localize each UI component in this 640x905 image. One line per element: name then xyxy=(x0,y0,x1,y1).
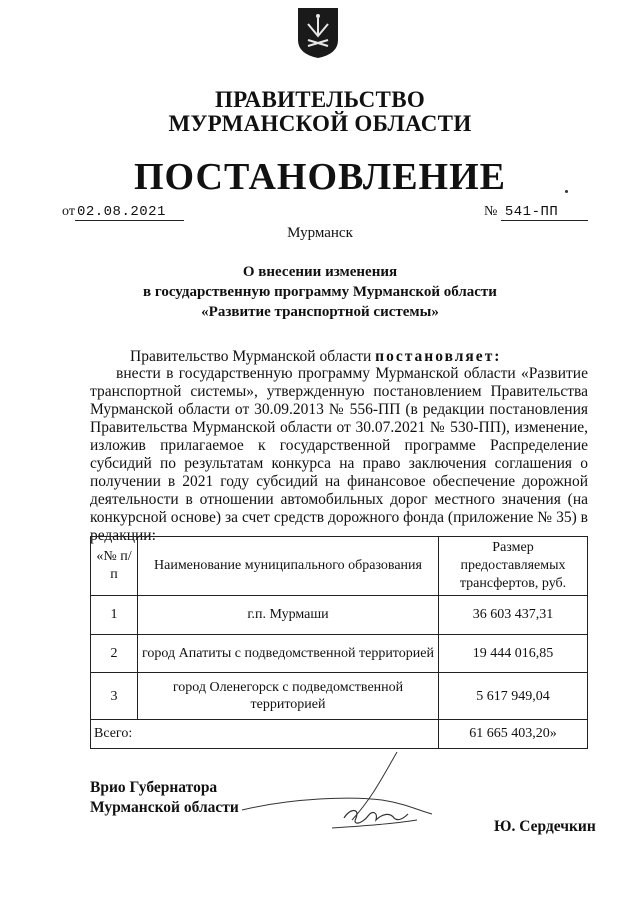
date-value: 02.08.2021 xyxy=(75,204,184,221)
preamble xyxy=(130,348,501,366)
decree-number xyxy=(484,204,588,221)
decree-date xyxy=(62,204,184,221)
body-paragraph: внести в государственную программу Мурманской области «Развитие транспортной системы», утвержденную постановлением Правительства Мурманской области от 30.09.2013 № 556-ПП (в редакции постановления Правительства Мурманской области от 30.07.2021 № 530-ПП), изменение, изложив прилагаемое к государственной программе Распределение субсидий по результатам конкурса на право заключения соглашения о получении в 2021 году субсидий на финансовое обеспечение дорожной деятельности в отношении автомобильных дорог местного значения (на конкурсной основе) за счет средств дорожного фонда (приложение № 35) в редакции: xyxy=(90,365,588,544)
coat-of-arms-icon xyxy=(296,6,340,60)
decree-title: ПОСТАНОВЛЕНИЕ xyxy=(133,156,507,198)
row-number: 1 xyxy=(91,596,138,635)
position-line-2: Мурманской области xyxy=(90,799,239,816)
preamble-text: Правительство Мурманской области xyxy=(130,348,376,365)
number-prefix: № xyxy=(484,204,498,219)
row-amount: 5 617 949,04 xyxy=(439,673,588,720)
subject-line-2: в государственную программу Мурманской области xyxy=(143,284,497,300)
city: Мурманск xyxy=(287,225,353,241)
signatory-position xyxy=(90,778,239,818)
date-prefix: от xyxy=(62,204,75,219)
position-line-1: Врио Губернатора xyxy=(90,779,218,796)
decree-subject xyxy=(0,262,640,322)
row-municipality: город Оленегорск с подведомственной территорией xyxy=(138,673,439,720)
table-row xyxy=(91,596,588,635)
row-municipality: город Апатиты с подведомственной территорией xyxy=(138,635,439,673)
subsidy-distribution-table xyxy=(90,536,588,749)
table-row xyxy=(91,673,588,720)
row-amount: 36 603 437,31 xyxy=(439,596,588,635)
preamble-resolves: постановляет: xyxy=(375,348,502,365)
government-line-1: ПРАВИТЕЛЬСТВО xyxy=(214,87,426,112)
total-amount: 61 665 403,20» xyxy=(439,720,588,749)
table-total-row xyxy=(91,720,588,749)
government-name xyxy=(0,88,640,136)
row-municipality: г.п. Мурмаши xyxy=(138,596,439,635)
handwritten-signature xyxy=(232,748,462,838)
header-municipality: Наименование муниципального образования xyxy=(138,537,439,596)
number-value: 541-ПП xyxy=(501,204,588,221)
total-label: Всего: xyxy=(91,720,439,749)
header-number: «№ п/п xyxy=(91,537,138,596)
table-header-row xyxy=(91,537,588,596)
header-amount: Размер предоставляемых трансфертов, руб. xyxy=(439,537,588,596)
government-line-2: МУРМАНСКОЙ ОБЛАСТИ xyxy=(168,111,472,136)
row-amount: 19 444 016,85 xyxy=(439,635,588,673)
row-number: 3 xyxy=(91,673,138,720)
subject-line-3: «Развитие транспортной системы» xyxy=(201,304,439,320)
subject-line-1: О внесении изменения xyxy=(242,264,398,280)
stray-dot xyxy=(565,190,568,193)
table-row xyxy=(91,635,588,673)
row-number: 2 xyxy=(91,635,138,673)
signatory-name: Ю. Сердечкин xyxy=(494,818,596,835)
